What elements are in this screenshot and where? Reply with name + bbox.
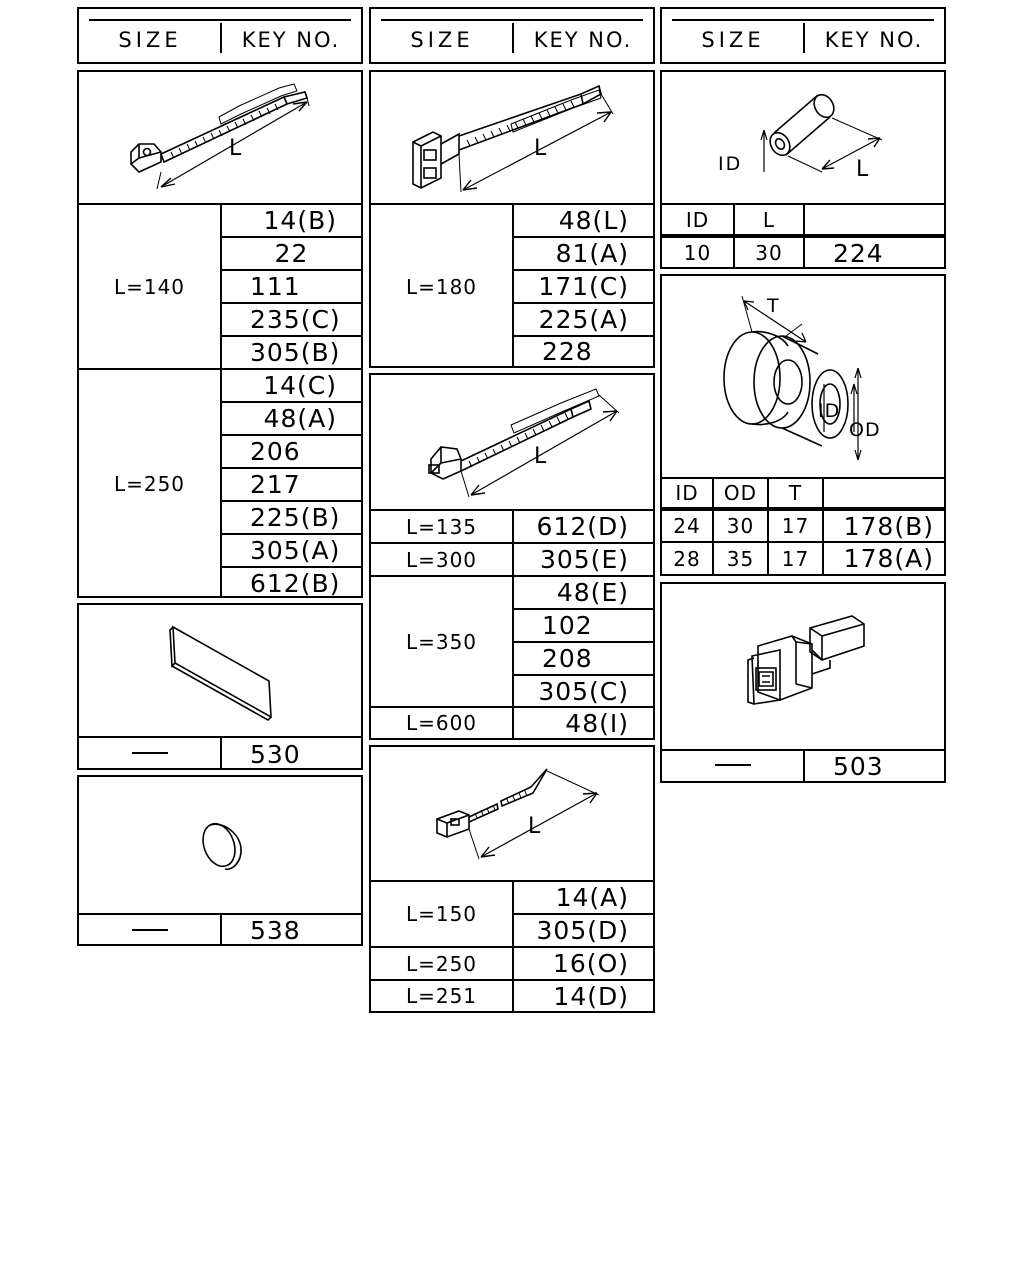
- key-number: 208: [542, 644, 593, 673]
- key-number: 530: [250, 739, 301, 769]
- cable-tie-mount-panel: [369, 70, 655, 368]
- table-cell: 28: [673, 546, 701, 571]
- size-label: L=350: [405, 629, 478, 654]
- size-label: L=140: [113, 274, 186, 299]
- size-label: L=300: [405, 547, 478, 572]
- dim-l-label: L: [229, 136, 242, 161]
- connector-panel: [660, 582, 946, 783]
- header-rule: [381, 19, 643, 21]
- dim-id-label: ID: [718, 153, 743, 175]
- size-label: L=600: [405, 711, 478, 735]
- key-number: 171(C): [538, 272, 629, 301]
- cable-tie-panel: [77, 70, 363, 598]
- cable-tie-long-illustration: [371, 375, 657, 511]
- key-number: 206: [250, 437, 301, 466]
- header-rule: [672, 19, 934, 21]
- cable-tie-small-illustration: [371, 747, 657, 881]
- dim-od-label: OD: [849, 419, 881, 441]
- key-number: 224: [833, 239, 884, 268]
- key-number: 228: [542, 337, 593, 366]
- plate-illustration: [79, 605, 365, 737]
- size-label: L=150: [405, 902, 478, 926]
- key-number: 305(D): [536, 916, 629, 945]
- table-header: ID: [675, 481, 699, 505]
- key-number: 305(E): [539, 545, 629, 574]
- header-col1: [77, 7, 363, 64]
- table-cell: 30: [726, 514, 755, 538]
- size-label: L=180: [405, 274, 478, 299]
- table-header: ID: [685, 207, 710, 232]
- cable-tie-long-panel: [369, 373, 655, 740]
- key-number: 102: [542, 611, 593, 640]
- table-cell: 17: [781, 514, 810, 538]
- table-cell: 24: [673, 514, 701, 538]
- header-col2: [369, 7, 655, 64]
- header-size-label: SIZE: [118, 27, 182, 52]
- key-number: 235(C): [250, 305, 341, 334]
- size-label: L=250: [113, 472, 186, 496]
- table-cell: 30: [755, 240, 783, 265]
- header-size-label: SIZE: [410, 27, 474, 52]
- table-cell: 17: [781, 546, 810, 571]
- table-header: OD: [723, 481, 758, 505]
- key-number: 48(A): [263, 404, 337, 433]
- grommet-illustration: [662, 276, 948, 480]
- key-number: 225(B): [250, 503, 341, 532]
- dim-id-label: ID: [818, 400, 841, 422]
- header-size-label: SIZE: [701, 27, 765, 52]
- key-number: 503: [833, 751, 884, 781]
- size-label: L=135: [405, 514, 478, 539]
- size-dash: [662, 751, 803, 779]
- key-number: 81(A): [555, 239, 629, 268]
- key-number: 48(E): [556, 578, 629, 607]
- key-number: 16(O): [553, 949, 629, 978]
- key-number: 538: [250, 916, 301, 945]
- cable-tie-small-panel: [369, 745, 655, 1013]
- dim-t-label: T: [767, 295, 779, 317]
- header-col3: [660, 7, 946, 64]
- key-number: 178(B): [843, 511, 934, 541]
- key-number: 14(B): [263, 206, 337, 235]
- key-number: 48(I): [565, 708, 629, 738]
- key-number: 48(L): [558, 206, 629, 235]
- key-number: 14(A): [555, 883, 629, 912]
- size-dash: [79, 915, 220, 944]
- header-key-label: KEY NO.: [533, 27, 633, 52]
- key-number: 217: [250, 470, 301, 499]
- tube-illustration: [662, 72, 948, 204]
- tube-panel: [660, 70, 946, 269]
- key-number: 111: [250, 272, 301, 301]
- cable-tie-mount-illustration: [371, 72, 657, 204]
- key-number: 14(D): [553, 981, 629, 1011]
- disc-illustration: [79, 777, 365, 913]
- size-dash: [79, 738, 220, 768]
- table-header: T: [788, 481, 803, 505]
- key-number: 225(A): [538, 305, 629, 334]
- key-number: 305(B): [250, 338, 341, 367]
- plate-panel: [77, 603, 363, 770]
- table-cell: 10: [683, 240, 712, 265]
- table-cell: 35: [726, 546, 755, 571]
- key-number: 612(D): [536, 512, 629, 541]
- dim-l-label: L: [534, 444, 547, 469]
- size-label: L=251: [405, 984, 478, 1008]
- key-number: 305(A): [250, 536, 341, 565]
- size-label: L=250: [405, 951, 478, 976]
- header-key-label: KEY NO.: [824, 27, 924, 52]
- dim-l-label: L: [534, 136, 547, 161]
- header-rule: [89, 19, 351, 21]
- key-number: 178(A): [843, 544, 934, 573]
- dim-l-label: L: [528, 814, 541, 839]
- key-number: 22: [274, 239, 309, 268]
- connector-illustration: [662, 584, 948, 750]
- header-key-label: KEY NO.: [241, 27, 341, 52]
- disc-panel: [77, 775, 363, 946]
- table-header: L: [762, 207, 776, 232]
- key-number: 612(B): [250, 568, 341, 598]
- key-number: 305(C): [538, 676, 629, 706]
- key-number: 14(C): [263, 371, 337, 400]
- cable-tie-illustration: [79, 72, 365, 204]
- grommet-panel: [660, 274, 946, 576]
- dim-l-label: L: [856, 157, 869, 182]
